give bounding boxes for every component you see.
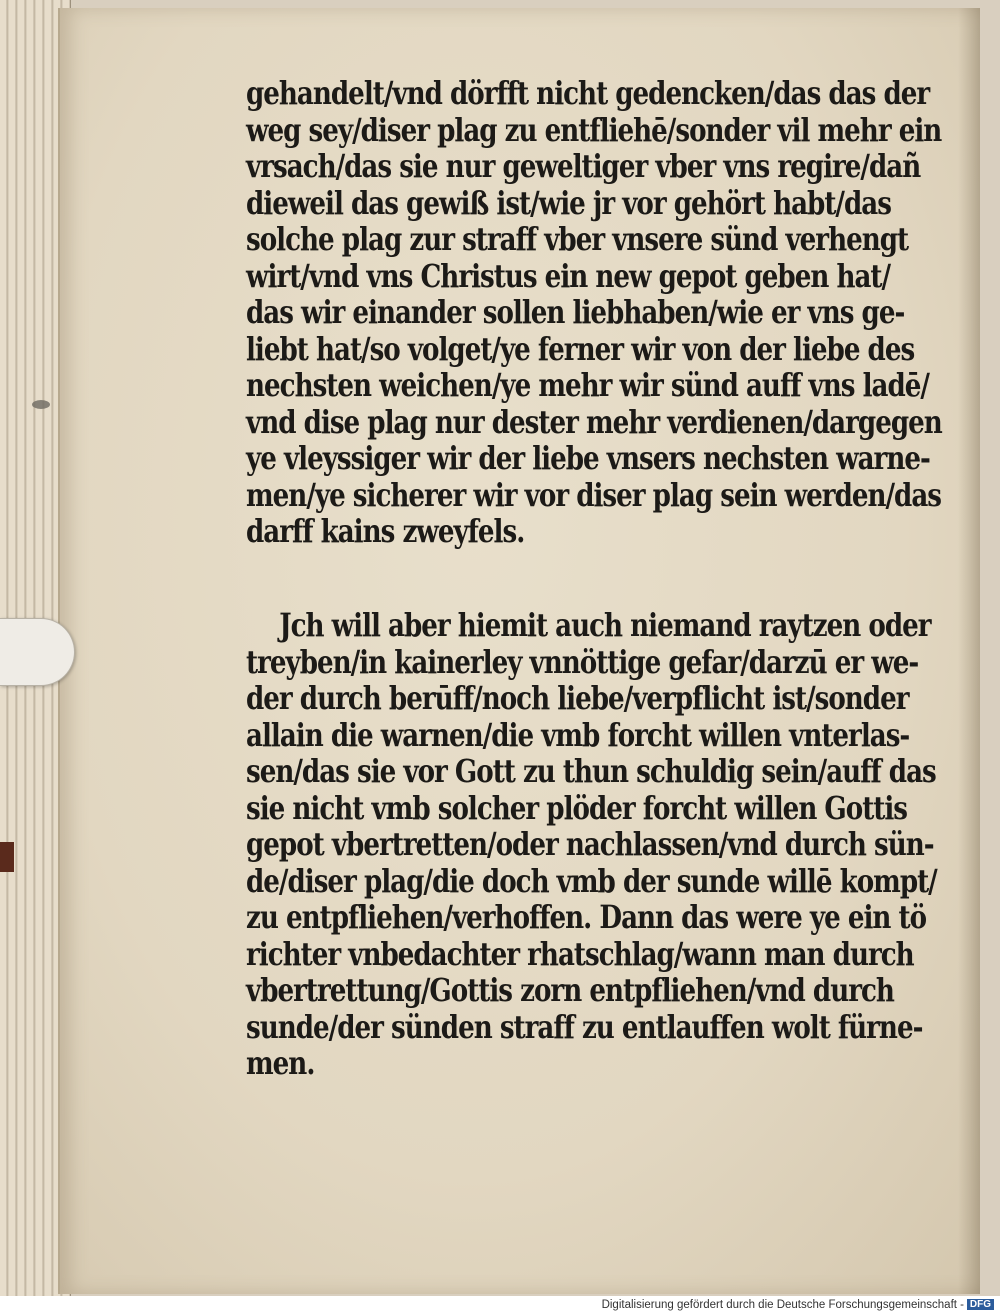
text-line: treyben/in kainerley vnnöttige gefar/darzū er we- (246, 643, 919, 681)
text-line: weg sey/diser plag zu entfliehē/sonder vil mehr ein (246, 111, 942, 149)
text-line: vrsach/das sie nur geweltiger vber vns regire/dañ (246, 148, 921, 185)
binding-mark (0, 842, 14, 872)
funding-credit: Digitalisierung gefördert durch die Deutsche Forschungsgemeinschaft - (601, 1299, 964, 1311)
text-line: darff kains zweyfels. (246, 513, 525, 550)
text-line: richter vnbedachter rhatschlag/wann man durch (246, 935, 914, 973)
paragraph-1 (246, 75, 1000, 553)
text-line: dieweil das gewiß ist/wie jr vor gehört habt/das (246, 184, 891, 222)
text-line: zu entpfliehen/verhoffen. Dann das were ye ein tö (246, 899, 927, 936)
text-line: vbertrettung/Gottis zorn entpfliehen/vnd durch (246, 972, 894, 1009)
text-line: sen/das sie vor Gott zu thun schuldig sein/auff das (246, 753, 936, 790)
text-line: vnd dise plag nur dester mehr verdienen/dargegen (246, 403, 942, 441)
text-line: allain die warnen/die vmb forcht willen vnterlas- (246, 716, 910, 754)
text-line: men. (246, 1045, 315, 1082)
paragraph-2 (246, 607, 1000, 1085)
text-line: ye vleyssiger wir der liebe vnsers nechsten warne- (246, 440, 930, 477)
text-line: wirt/vnd vns Christus ein new gepot geben hat/ (246, 257, 891, 295)
page-clip-tab (0, 618, 75, 686)
text-line: Jch will aber hiemit auch niemand raytzen oder (279, 607, 931, 644)
footer-bar (0, 1296, 1000, 1316)
text-line: nechsten weichen/ye mehr wir sünd auff vns ladē/ (246, 367, 929, 404)
text-line: de/diser plag/die doch vmb der sunde willē kompt/ (246, 862, 937, 900)
text-line: sunde/der sünden straff zu entlauffen wolt fürne- (246, 1008, 923, 1046)
text-line: gepot vbertretten/oder nachlassen/vnd durch sün- (246, 826, 934, 863)
text-line: der durch berūff/noch liebe/verpflicht ist/sonder (246, 680, 909, 717)
text-line: gehandelt/vnd dörfft nicht gedencken/das das der (246, 75, 930, 112)
page-mark (32, 400, 50, 409)
text-line: men/ye sicherer wir vor diser plag sein werden/das (246, 476, 942, 514)
text-line: liebt hat/so volget/ye ferner wir von der liebe des (246, 330, 915, 368)
dfg-logo: DFG (967, 1299, 994, 1310)
text-line: sie nicht vmb solcher plöder forcht willen Gottis (246, 789, 908, 827)
text-line: das wir einander sollen liebhaben/wie er vns ge- (246, 294, 905, 331)
text-line: solche plag zur straff vber vnsere sünd verhengt (246, 221, 909, 258)
